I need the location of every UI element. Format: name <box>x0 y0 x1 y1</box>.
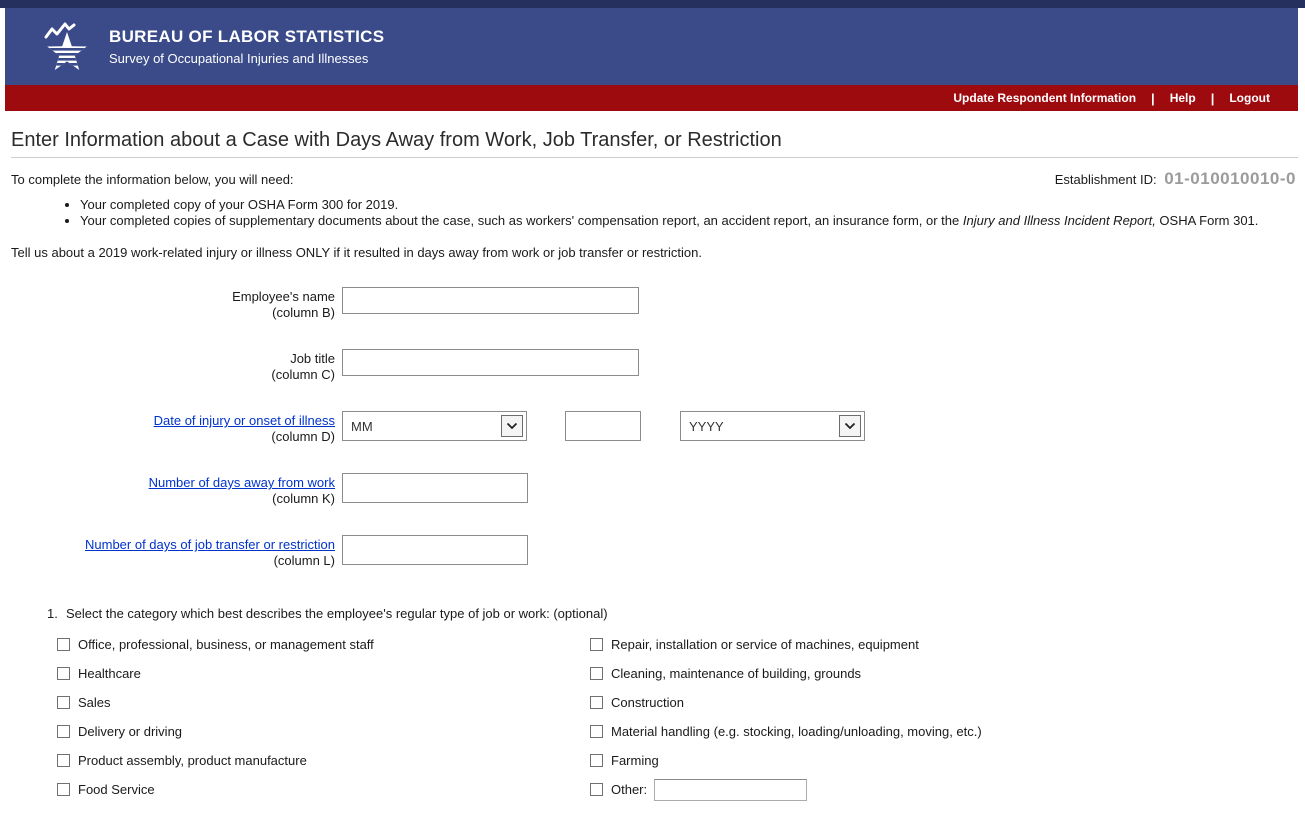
checkbox-delivery-driving[interactable] <box>57 725 70 738</box>
bullet2-italic-title: Injury and Illness Incident Report, <box>962 213 1156 228</box>
days-transfer-help-link[interactable]: Number of days of job transfer or restriction <box>85 537 335 552</box>
other-category-input[interactable] <box>654 779 807 801</box>
checkbox-repair-installation[interactable] <box>590 638 603 651</box>
injury-date-help-link[interactable]: Date of injury or onset of illness <box>153 413 335 428</box>
checkbox-office-staff[interactable] <box>57 638 70 651</box>
checkbox-label: Food Service <box>78 782 155 797</box>
injury-date-row <box>11 411 1298 445</box>
chevron-down-icon <box>839 415 861 437</box>
checkbox-label: Delivery or driving <box>78 724 183 739</box>
job-category-options <box>57 630 1298 804</box>
list-item: • Your completed copy of your OSHA Form 300 for 2019. <box>80 197 1298 213</box>
column-ref: (column L) <box>273 553 335 568</box>
column-ref: (column D) <box>271 429 335 444</box>
establishment-id-value: 01-010010010-0 <box>1164 169 1296 188</box>
app-name: Survey of Occupational Injuries and Illnesses <box>109 51 369 66</box>
question-1 <box>11 605 1298 622</box>
checkbox-construction[interactable] <box>590 696 603 709</box>
nav-separator: | <box>1151 90 1155 106</box>
days-transfer-input[interactable] <box>342 535 528 565</box>
masthead <box>5 8 1298 85</box>
category-row <box>57 717 1298 746</box>
days-away-help-link[interactable]: Number of days away from work <box>148 475 335 490</box>
checkbox-cleaning-maintenance[interactable] <box>590 667 603 680</box>
month-select[interactable] <box>342 411 527 441</box>
category-row <box>57 746 1298 775</box>
nav-separator: | <box>1210 90 1215 106</box>
category-row <box>57 630 1298 659</box>
job-title-input[interactable] <box>342 349 639 376</box>
logout-link[interactable]: Logout <box>1229 91 1270 105</box>
checkbox-other[interactable] <box>590 783 603 796</box>
nav-bar <box>5 85 1298 111</box>
requirements-list <box>11 197 1298 229</box>
days-transfer-row <box>11 535 1298 569</box>
checkbox-healthcare[interactable] <box>57 667 70 680</box>
days-transfer-label <box>11 535 335 569</box>
top-border-strip <box>0 0 1305 8</box>
bullet2-text-end: OSHA Form 301. <box>1155 213 1259 228</box>
case-form <box>11 287 1298 569</box>
instruction-text: Tell us about a 2019 work-related injury or illness ONLY if it resulted in days away from work or job transfer or restriction. <box>11 245 702 260</box>
checkbox-label: Cleaning, maintenance of building, grounds <box>611 666 862 681</box>
establishment-id-label: Establishment ID: <box>1054 172 1157 187</box>
masthead-titles <box>109 27 384 66</box>
job-title-label: Job title (column C) <box>271 351 335 382</box>
page-container <box>5 8 1298 834</box>
bullet2-text: Your completed copies of supplementary documents about the case, such as workers' compensation report, an accident report, an insurance form, or the <box>80 213 963 228</box>
column-ref: (column K) <box>272 491 335 506</box>
help-link[interactable]: Help <box>1169 91 1196 105</box>
employee-name-input[interactable] <box>342 287 639 314</box>
year-select[interactable] <box>680 411 865 441</box>
list-item <box>80 213 1298 229</box>
checkbox-label: Other: <box>611 782 648 797</box>
employee-name-label: Employee's name (column B) <box>232 289 335 320</box>
days-away-input[interactable] <box>342 473 528 503</box>
checkbox-food-service[interactable] <box>57 783 70 796</box>
checkbox-sales[interactable] <box>57 696 70 709</box>
checkbox-label: Healthcare <box>78 666 141 681</box>
question-number: 1. <box>47 606 58 621</box>
checkbox-product-assembly[interactable] <box>57 754 70 767</box>
category-row <box>57 688 1298 717</box>
checkbox-label: Construction <box>611 695 684 710</box>
establishment-id <box>1055 169 1298 189</box>
year-select-value: YYYY <box>689 418 724 434</box>
category-row <box>57 775 1298 804</box>
checkbox-label: Material handling (e.g. stocking, loading/unloading, moving, etc.) <box>611 724 982 739</box>
category-row <box>57 659 1298 688</box>
checkbox-label: Product assembly, product manufacture <box>78 753 307 768</box>
question-text: Select the category which best describes the employee's regular type of job or work: (optional) <box>66 606 608 621</box>
checkbox-label: Repair, installation or service of machines, equipment <box>611 637 919 652</box>
main-content <box>5 129 1298 834</box>
checkbox-label: Farming <box>611 753 659 768</box>
update-respondent-link[interactable]: Update Respondent Information <box>953 91 1137 105</box>
column-ref: (column B) <box>272 305 335 320</box>
org-name: BUREAU OF LABOR STATISTICS <box>109 27 385 46</box>
days-away-label <box>11 473 335 507</box>
checkbox-material-handling[interactable] <box>590 725 603 738</box>
intro-row <box>11 169 1298 189</box>
intro-text: To complete the information below, you will need: <box>11 172 294 187</box>
employee-name-row <box>11 287 1298 321</box>
checkbox-farming[interactable] <box>590 754 603 767</box>
day-input[interactable] <box>565 411 641 441</box>
checkbox-label: Office, professional, business, or management staff <box>78 637 374 652</box>
injury-date-label <box>11 411 335 445</box>
bls-star-logo <box>38 19 96 75</box>
job-title-row <box>11 349 1298 383</box>
column-ref: (column C) <box>271 367 335 382</box>
chevron-down-icon <box>501 415 523 437</box>
page-title: Enter Information about a Case with Days Away from Work, Job Transfer, or Restriction <box>11 129 1298 158</box>
days-away-row <box>11 473 1298 507</box>
month-select-value: MM <box>351 418 373 434</box>
checkbox-label: Sales <box>78 695 111 710</box>
